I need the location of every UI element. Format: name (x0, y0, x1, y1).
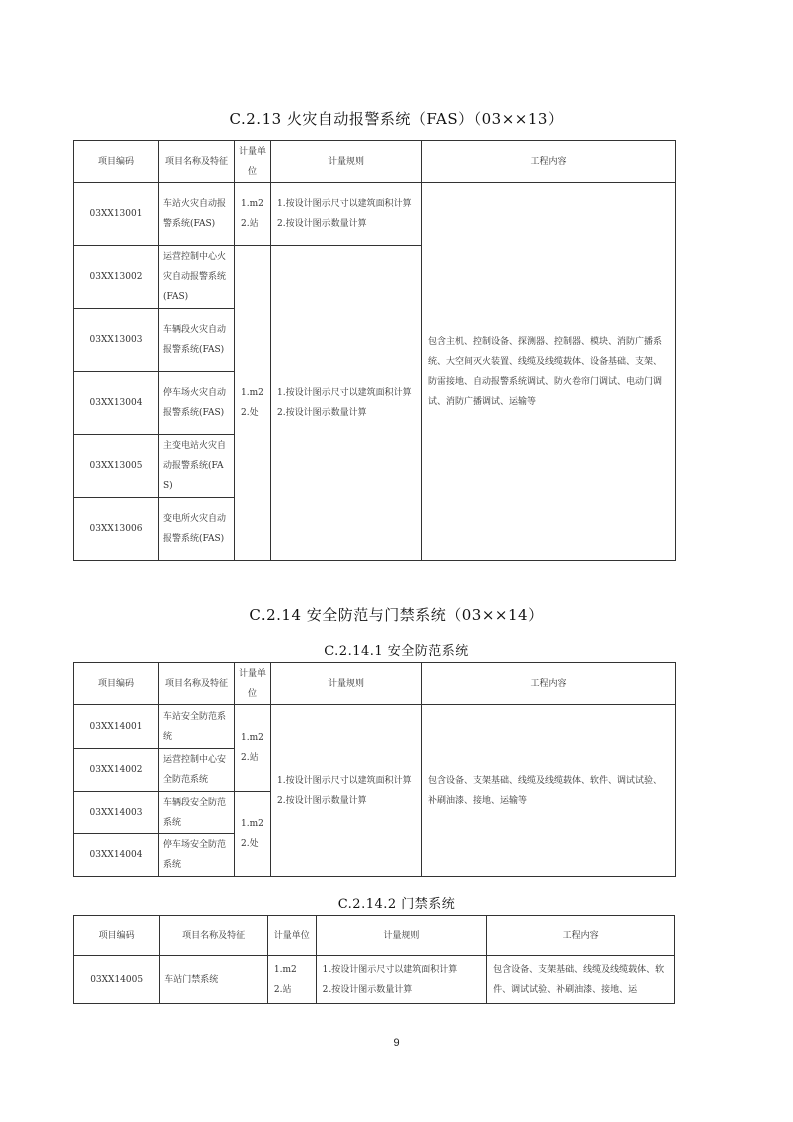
unit-line: 2.站 (273, 984, 292, 995)
table-header-row (74, 916, 675, 956)
fas-table (73, 140, 676, 561)
content-cell: 包含设备、支架基础、线缆及线缆载体、软件、调试试验、补刷油漆、接地、运 (487, 956, 675, 1004)
rule-line: 2.按设计图示数量计算 (277, 408, 367, 418)
header-content: 工程内容 (487, 916, 675, 956)
rule-cell (271, 246, 422, 561)
item-code: 03XX14001 (74, 705, 159, 749)
item-name: 变电所火灾自动报警系统(FAS) (159, 498, 235, 561)
unit-cell (235, 792, 271, 877)
rule-line: 1.按设计图示尺寸以建筑面积计算 (277, 775, 412, 786)
header-content: 工程内容 (422, 663, 676, 705)
unit-line: 2.站 (241, 219, 259, 229)
rule-line: 1.按设计图示尺寸以建筑面积计算 (277, 388, 412, 398)
item-name: 停车场火灾自动报警系统(FAS) (159, 372, 235, 435)
unit-line: 1.m2 (241, 388, 264, 398)
subsection-title-c2141: C.2.14.1 安全防范系统 (324, 644, 469, 659)
item-code: 03XX14004 (74, 834, 159, 877)
rule-line: 2.按设计图示数量计算 (322, 984, 413, 995)
unit-cell (267, 956, 316, 1004)
unit-line: 1.m2 (241, 819, 264, 829)
table-row (74, 956, 675, 1004)
item-code: 03XX13006 (74, 498, 159, 561)
header-name: 项目名称及特征 (159, 141, 235, 183)
item-code: 03XX13001 (74, 183, 159, 246)
subsection-title-c2142: C.2.14.2 门禁系统 (337, 897, 456, 912)
item-code: 03XX13003 (74, 309, 159, 372)
item-code: 03XX14005 (74, 956, 160, 1004)
item-code: 03XX13002 (74, 246, 159, 309)
unit-line: 2.处 (241, 839, 259, 849)
unit-line: 2.处 (241, 408, 259, 418)
item-name: 主变电站火灾自动报警系统(FAS) (159, 435, 235, 498)
item-name: 停车场安全防范系统 (159, 834, 235, 877)
content-cell: 包含设备、支架基础、线缆及线缆载体、软件、调试试验、补刷油漆、接地、运输等 (422, 705, 676, 877)
page-number: 9 (393, 1037, 400, 1049)
header-name: 项目名称及特征 (160, 916, 268, 956)
unit-line: 2.站 (241, 753, 259, 763)
header-unit: 计量单位 (267, 916, 316, 956)
access-control-table (73, 915, 675, 1004)
header-unit: 计量单位 (235, 663, 271, 705)
rule-cell (271, 183, 422, 246)
header-rule: 计量规则 (271, 141, 422, 183)
item-name: 车站安全防范系统 (159, 705, 235, 749)
section-title-c213: C.2.13 火灾自动报警系统（FAS）（03××13） (229, 110, 564, 128)
unit-line: 1.m2 (273, 964, 297, 975)
item-code: 03XX13004 (74, 372, 159, 435)
header-rule: 计量规则 (316, 916, 487, 956)
table-header-row (74, 141, 676, 183)
content-cell: 包含主机、控制设备、探测器、控制器、模块、消防广播系统、大空间灭火装置、线缆及线缆载体、设备基础、支架、防雷接地、自动报警系统调试、防火卷帘门调试、电动门调试、消防广播调试、运输等 (422, 183, 676, 561)
rule-cell (271, 705, 422, 877)
item-name: 车辆段安全防范系统 (159, 792, 235, 834)
unit-line: 1.m2 (241, 199, 264, 209)
section-title-c214: C.2.14 安全防范与门禁系统（03××14） (249, 606, 544, 624)
table-row (74, 183, 676, 246)
item-name: 车站火灾自动报警系统(FAS) (159, 183, 235, 246)
item-name: 车辆段火灾自动报警系统(FAS) (159, 309, 235, 372)
rule-line: 2.按设计图示数量计算 (277, 795, 367, 806)
item-code: 03XX13005 (74, 435, 159, 498)
table-row (74, 705, 676, 749)
header-code: 项目编码 (74, 663, 159, 705)
header-rule: 计量规则 (271, 663, 422, 705)
unit-cell (235, 705, 271, 792)
rule-line: 1.按设计图示尺寸以建筑面积计算 (322, 964, 458, 975)
unit-cell (235, 183, 271, 246)
item-name: 运营控制中心安全防范系统 (159, 749, 235, 792)
header-code: 项目编码 (74, 916, 160, 956)
rule-line: 1.按设计图示尺寸以建筑面积计算 (277, 199, 412, 209)
table-header-row (74, 663, 676, 705)
unit-line: 1.m2 (241, 733, 264, 743)
item-code: 03XX14003 (74, 792, 159, 834)
rule-line: 2.按设计图示数量计算 (277, 219, 367, 229)
item-name: 车站门禁系统 (160, 956, 268, 1004)
header-code: 项目编码 (74, 141, 159, 183)
rule-cell (316, 956, 487, 1004)
unit-cell (235, 246, 271, 561)
header-content: 工程内容 (422, 141, 676, 183)
item-code: 03XX14002 (74, 749, 159, 792)
item-name: 运营控制中心火灾自动报警系统(FAS) (159, 246, 235, 309)
header-name: 项目名称及特征 (159, 663, 235, 705)
security-table (73, 662, 676, 877)
header-unit: 计量单位 (235, 141, 271, 183)
